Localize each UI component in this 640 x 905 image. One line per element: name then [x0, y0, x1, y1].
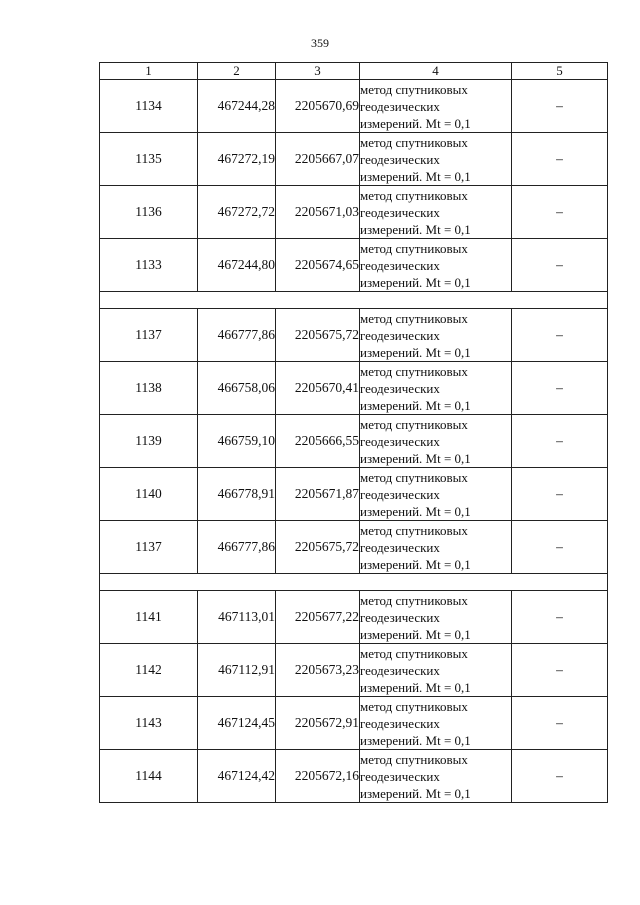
- point-number-cell: 1140: [100, 468, 198, 521]
- table-row: [100, 362, 608, 415]
- point-number-cell: 1142: [100, 644, 198, 697]
- x-coordinate-cell: 466758,06: [198, 362, 276, 415]
- point-number-cell: 1143: [100, 697, 198, 750]
- method-line: измерений. Mt = 0,1: [360, 344, 471, 360]
- y-coordinate-cell: 2205670,41: [276, 362, 360, 415]
- note-cell: –: [512, 362, 608, 415]
- method-line: геодезических: [360, 768, 440, 784]
- method-line: метод спутниковых: [360, 592, 468, 608]
- note-cell: –: [512, 468, 608, 521]
- group-separator-row: [100, 292, 608, 309]
- x-coordinate-cell: 466778,91: [198, 468, 276, 521]
- header-row: [100, 63, 608, 80]
- note-cell: –: [512, 239, 608, 292]
- method-line: измерений. Mt = 0,1: [360, 221, 471, 237]
- note-cell: –: [512, 644, 608, 697]
- table-row: [100, 186, 608, 239]
- y-coordinate-cell: 2205675,72: [276, 309, 360, 362]
- point-number-cell: 1137: [100, 521, 198, 574]
- method-line: измерений. Mt = 0,1: [360, 732, 471, 748]
- method-cell: [360, 239, 512, 292]
- point-number-cell: 1135: [100, 133, 198, 186]
- method-cell: [360, 133, 512, 186]
- table-row: [100, 80, 608, 133]
- method-line: измерений. Mt = 0,1: [360, 115, 471, 131]
- point-number-cell: 1137: [100, 309, 198, 362]
- table-body: [100, 80, 608, 803]
- group-separator-cell: [100, 292, 608, 309]
- method-line: измерений. Mt = 0,1: [360, 274, 471, 290]
- point-number-cell: 1138: [100, 362, 198, 415]
- method-line: измерений. Mt = 0,1: [360, 168, 471, 184]
- header-col-4: 4: [360, 63, 512, 80]
- y-coordinate-cell: 2205670,69: [276, 80, 360, 133]
- method-cell: [360, 468, 512, 521]
- note-cell: –: [512, 521, 608, 574]
- method-cell: [360, 415, 512, 468]
- method-line: метод спутниковых: [360, 310, 468, 326]
- method-line: метод спутниковых: [360, 645, 468, 661]
- method-line: метод спутниковых: [360, 698, 468, 714]
- point-number-cell: 1133: [100, 239, 198, 292]
- header-col-2: 2: [198, 63, 276, 80]
- y-coordinate-cell: 2205672,91: [276, 697, 360, 750]
- note-cell: –: [512, 591, 608, 644]
- method-line: геодезических: [360, 609, 440, 625]
- x-coordinate-cell: 467124,42: [198, 750, 276, 803]
- point-number-cell: 1141: [100, 591, 198, 644]
- method-line: геодезических: [360, 380, 440, 396]
- note-cell: –: [512, 750, 608, 803]
- note-cell: –: [512, 309, 608, 362]
- method-line: метод спутниковых: [360, 187, 468, 203]
- x-coordinate-cell: 467272,72: [198, 186, 276, 239]
- y-coordinate-cell: 2205674,65: [276, 239, 360, 292]
- method-cell: [360, 186, 512, 239]
- method-line: геодезических: [360, 486, 440, 502]
- group-separator-row: [100, 574, 608, 591]
- method-line: измерений. Mt = 0,1: [360, 556, 471, 572]
- table-row: [100, 468, 608, 521]
- y-coordinate-cell: 2205671,87: [276, 468, 360, 521]
- method-line: измерений. Mt = 0,1: [360, 679, 471, 695]
- method-line: геодезических: [360, 151, 440, 167]
- method-line: метод спутниковых: [360, 240, 468, 256]
- x-coordinate-cell: 467124,45: [198, 697, 276, 750]
- point-number-cell: 1136: [100, 186, 198, 239]
- page-number: 359: [311, 36, 329, 50]
- method-cell: [360, 697, 512, 750]
- y-coordinate-cell: 2205675,72: [276, 521, 360, 574]
- header-col-1: 1: [100, 63, 198, 80]
- table-row: [100, 239, 608, 292]
- method-cell: [360, 750, 512, 803]
- method-line: геодезических: [360, 204, 440, 220]
- method-line: метод спутниковых: [360, 416, 468, 432]
- table-row: [100, 415, 608, 468]
- y-coordinate-cell: 2205677,22: [276, 591, 360, 644]
- method-cell: [360, 644, 512, 697]
- table-row: [100, 133, 608, 186]
- method-line: геодезических: [360, 662, 440, 678]
- method-line: измерений. Mt = 0,1: [360, 626, 471, 642]
- method-line: геодезических: [360, 539, 440, 555]
- x-coordinate-cell: 466777,86: [198, 309, 276, 362]
- x-coordinate-cell: 467244,80: [198, 239, 276, 292]
- method-cell: [360, 362, 512, 415]
- header-col-3: 3: [276, 63, 360, 80]
- method-line: измерений. Mt = 0,1: [360, 450, 471, 466]
- method-cell: [360, 521, 512, 574]
- y-coordinate-cell: 2205666,55: [276, 415, 360, 468]
- method-line: геодезических: [360, 98, 440, 114]
- method-line: измерений. Mt = 0,1: [360, 397, 471, 413]
- x-coordinate-cell: 467272,19: [198, 133, 276, 186]
- note-cell: –: [512, 697, 608, 750]
- x-coordinate-cell: 466777,86: [198, 521, 276, 574]
- method-line: геодезических: [360, 715, 440, 731]
- table-row: [100, 591, 608, 644]
- y-coordinate-cell: 2205667,07: [276, 133, 360, 186]
- method-line: метод спутниковых: [360, 363, 468, 379]
- table-row: [100, 750, 608, 803]
- method-line: геодезических: [360, 327, 440, 343]
- x-coordinate-cell: 467112,91: [198, 644, 276, 697]
- point-number-cell: 1134: [100, 80, 198, 133]
- header-col-5: 5: [512, 63, 608, 80]
- x-coordinate-cell: 467113,01: [198, 591, 276, 644]
- point-number-cell: 1144: [100, 750, 198, 803]
- y-coordinate-cell: 2205672,16: [276, 750, 360, 803]
- method-line: геодезических: [360, 433, 440, 449]
- x-coordinate-cell: 466759,10: [198, 415, 276, 468]
- method-cell: [360, 591, 512, 644]
- method-line: измерений. Mt = 0,1: [360, 785, 471, 801]
- coordinates-table: [99, 62, 608, 803]
- note-cell: –: [512, 415, 608, 468]
- y-coordinate-cell: 2205673,23: [276, 644, 360, 697]
- note-cell: –: [512, 186, 608, 239]
- method-line: измерений. Mt = 0,1: [360, 503, 471, 519]
- table-row: [100, 521, 608, 574]
- method-line: геодезических: [360, 257, 440, 273]
- method-cell: [360, 309, 512, 362]
- x-coordinate-cell: 467244,28: [198, 80, 276, 133]
- method-line: метод спутниковых: [360, 751, 468, 767]
- table-row: [100, 697, 608, 750]
- note-cell: –: [512, 133, 608, 186]
- method-line: метод спутниковых: [360, 469, 468, 485]
- table-row: [100, 309, 608, 362]
- table-row: [100, 644, 608, 697]
- method-line: метод спутниковых: [360, 522, 468, 538]
- method-cell: [360, 80, 512, 133]
- method-line: метод спутниковых: [360, 81, 468, 97]
- method-line: метод спутниковых: [360, 134, 468, 150]
- point-number-cell: 1139: [100, 415, 198, 468]
- y-coordinate-cell: 2205671,03: [276, 186, 360, 239]
- note-cell: –: [512, 80, 608, 133]
- group-separator-cell: [100, 574, 608, 591]
